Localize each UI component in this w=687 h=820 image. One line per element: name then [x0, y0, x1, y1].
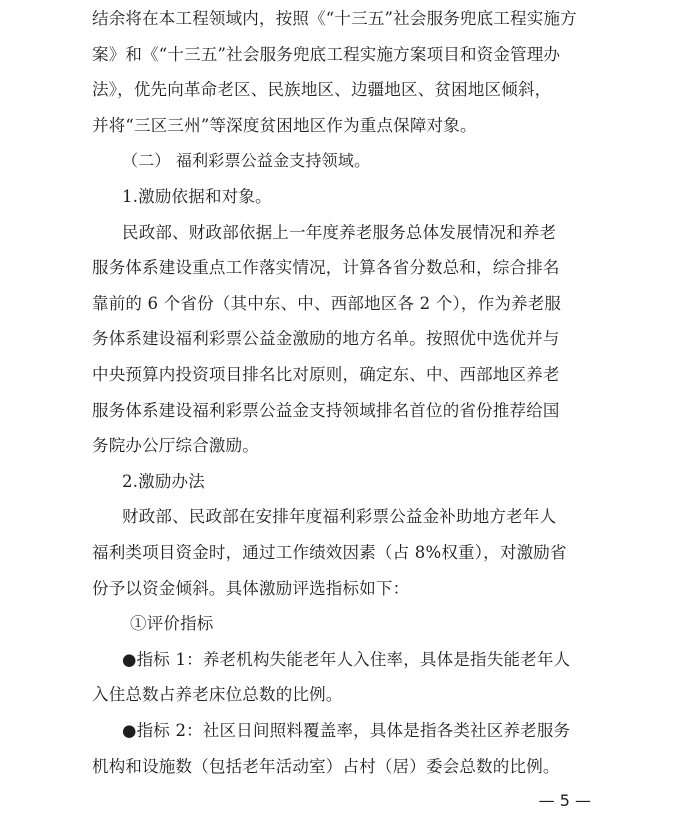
paragraph-line: 中央预算内投资项目排名比对原则，确定东、中、西部地区养老 [92, 365, 560, 384]
page-number: — 5 — [538, 791, 591, 810]
paragraph-line: 并将“三区三州”等深度贫困地区作为重点保障对象。 [92, 116, 477, 135]
paragraph-line: 法》，优先向革命老区、民族地区、边疆地区、贫困地区倾斜， [92, 80, 552, 99]
paragraph-line: 案》和《“十三五”社会服务兜底工程实施方案项目和资金管理办 [92, 45, 561, 64]
paragraph-line: 结余将在本工程领域内，按照《“十三五”社会服务兜底工程实施方 [92, 9, 577, 28]
indicator-line: ●指标 1：养老机构失能老年人入住率，具体是指失能老年人 [122, 650, 571, 669]
paragraph-line: 务院办公厅综合激励。 [92, 436, 259, 455]
indicator-line: 入住总数占养老床位总数的比例。 [92, 685, 343, 704]
evaluation-heading: ①评价指标 [130, 614, 214, 633]
paragraph-line: 财政部、民政部在安排年度福利彩票公益金补助地方老年人 [122, 507, 557, 526]
section-heading: （二） 福利彩票公益金支持领域。 [122, 151, 371, 170]
paragraph-line: 靠前的 6 个省份（其中东、中、西部地区各 2 个），作为养老服 [92, 294, 562, 313]
indicator-line: 机构和设施数（包括老年活动室）占村（居）委会总数的比例。 [92, 757, 560, 776]
paragraph-line: 民政部、财政部依据上一年度养老服务总体发展情况和养老 [122, 223, 557, 242]
subsection-heading: 1.激励依据和对象。 [122, 187, 272, 206]
paragraph-line: 服务体系建设重点工作落实情况，计算各省分数总和，综合排名 [92, 258, 560, 277]
paragraph-line: 服务体系建设福利彩票公益金支持领域排名首位的省份推荐给国 [92, 401, 560, 420]
paragraph-line: 务体系建设福利彩票公益金激励的地方名单。按照优中选优并与 [92, 329, 560, 348]
paragraph-line: 福利类项目资金时，通过工作绩效因素（占 8%权重），对激励省 [92, 543, 567, 562]
subsection-heading: 2.激励办法 [122, 472, 205, 491]
paragraph-line: 份予以资金倾斜。具体激励评选指标如下： [92, 579, 410, 598]
indicator-line: ●指标 2：社区日间照料覆盖率，具体是指各类社区养老服务 [122, 721, 571, 740]
